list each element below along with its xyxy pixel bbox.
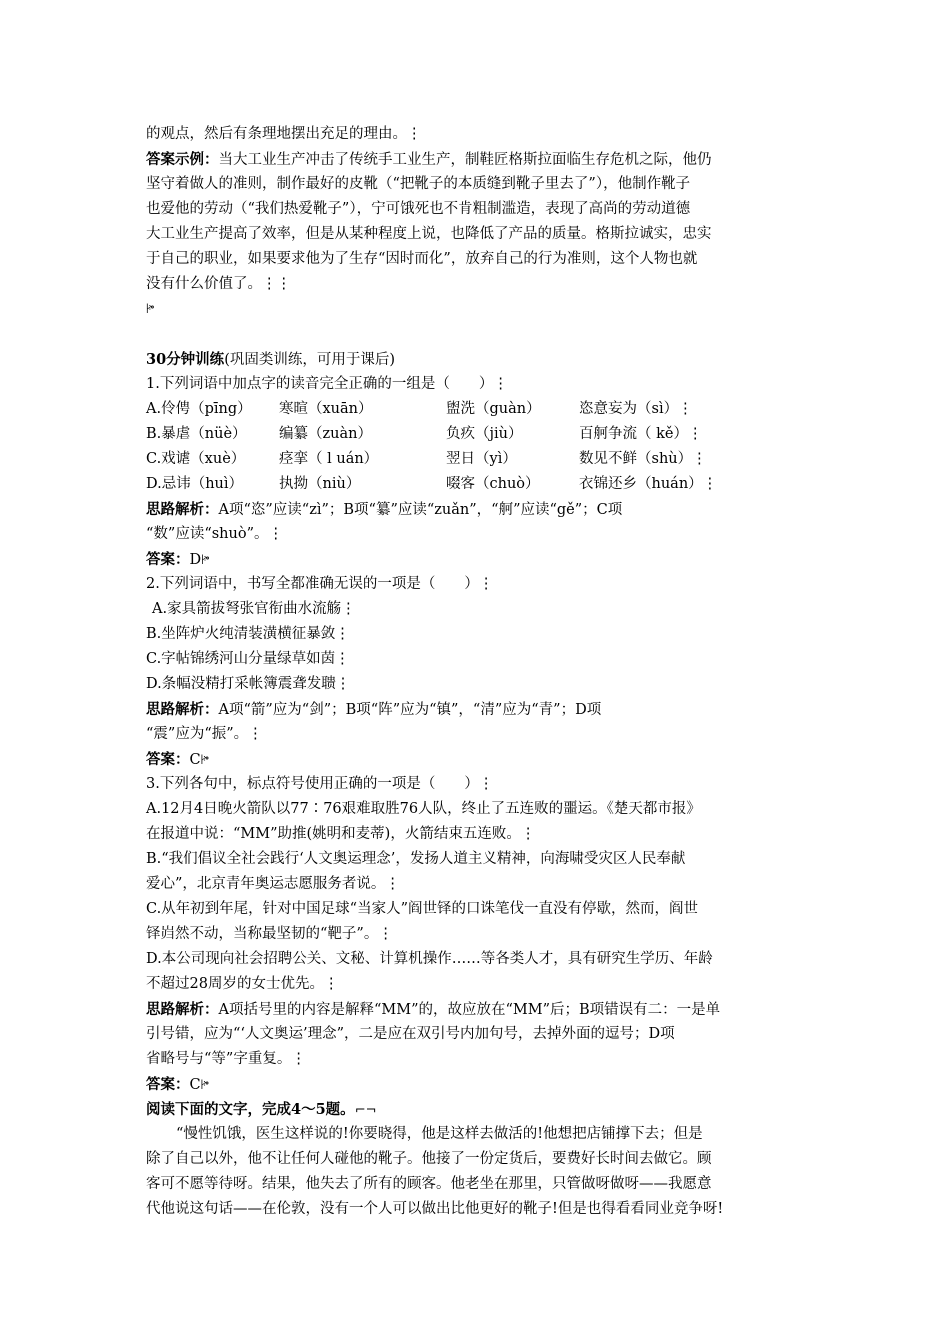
text-line: 省略号与“等”字重复。⋮	[146, 1051, 306, 1067]
analysis-label: 思路解析：	[146, 501, 219, 518]
answer-text: 当大工业生产冲击了传统手工业生产，制鞋匠格斯拉面临生存危机之际，他仍	[218, 152, 712, 168]
section-title-bold: 30分钟训练	[146, 351, 225, 368]
option-cell: 百舸争流（ kě）⋮	[579, 426, 703, 442]
question-2-option: C.字帖锦绣河山分量绿草如茵⋮	[146, 651, 350, 667]
option-cell: D.忌讳（huì）	[146, 476, 244, 492]
question-2-stem: 2.下列词语中，书写全都准确无误的一项是（ ）⋮	[146, 576, 494, 592]
text-line: 坚守着做人的准则，制作最好的皮靴（“把靴子的本质缝到靴子里去了”），他制作靴子	[146, 176, 691, 192]
question-2-option: B.坐阵炉火纯清装潢横征暴敛⋮	[146, 626, 350, 642]
option-cell: 数见不鲜（shù）⋮	[579, 451, 707, 467]
answer-label: 答案：	[146, 551, 190, 568]
text-line: 铎岿然不动，当称最坚韧的“靶子”。⋮	[146, 926, 393, 942]
option-cell: C.戏谑（xuè）	[146, 451, 246, 467]
question-3-option-d: D.本公司现向社会招聘公关、文秘、计算机操作……等各类人才，具有研究生学历、年龄	[146, 951, 713, 967]
reading-heading-text: 阅读下面的文字，完成4～5题。	[146, 1101, 355, 1118]
section-title	[146, 347, 812, 372]
question-1-stem: 1.下列词语中加点字的读音完全正确的一组是（ ）⋮	[146, 376, 508, 392]
analysis-label: 思路解析：	[146, 701, 219, 718]
text-line: 也爱他的劳动（“我们热爱靴子”），宁可饿死也不肯粗制滥造，表现了高尚的劳动道德	[146, 201, 691, 217]
answer-example-label: 答案示例：	[146, 151, 219, 168]
text-line: 代他说这句话——在伦敦，没有一个人可以做出比他更好的靴子!但是也得看看同业竞争呀!	[146, 1201, 724, 1217]
question-1-option-row	[146, 447, 812, 472]
answer-value: D	[189, 552, 202, 568]
option-cell: 寒暄（xuān）	[279, 401, 373, 417]
answer-value: C	[189, 1077, 201, 1093]
question-2-option: D.条幅没精打采帐簿震聋发聩⋮	[146, 676, 351, 692]
question-1-option-row	[146, 422, 812, 447]
analysis-text: A项“恣”应读“zì”；B项“纂”应读“zuǎn”，“舸”应读“gě”；C项	[218, 502, 623, 518]
option-cell: 翌日（yì）	[446, 451, 517, 467]
ornament-line	[146, 297, 812, 322]
answer-example-line	[146, 147, 812, 172]
option-cell: 衣锦还乡（huán）⋮	[579, 476, 718, 492]
text-line: 不超过28周岁的女士优先。⋮	[146, 976, 339, 992]
question-1-option-row	[146, 397, 812, 422]
question-2-answer	[146, 747, 812, 772]
question-1-analysis	[146, 497, 812, 522]
analysis-text: A项“箭”应为“剑”；B项“阵”应为“镇”，“清”应为“青”；D项	[218, 702, 602, 718]
analysis-text: A项括号里的内容是解释“MM”的，故应放在“MM”后；B项错误有二：一是单	[218, 1002, 721, 1018]
ornament-icon: ꔶ	[201, 552, 210, 568]
question-3-option-b: B.“我们倡议全社会践行‘人文奥运理念’，发扬人道主义精神，向海啸受灾区人民奉献	[146, 851, 686, 867]
question-1-answer	[146, 547, 812, 572]
option-cell: B.暴虐（nüè）	[146, 426, 247, 442]
bracket-mark-icon: ⌐¬	[354, 1102, 377, 1118]
ornament-icon: ꔶ	[200, 752, 210, 768]
text-line: 没有什么价值了。⋮⋮	[146, 276, 291, 292]
spacer	[146, 322, 812, 347]
answer-label: 答案：	[146, 1076, 190, 1093]
question-2-option: A.家具箭拔弩张官衔曲水流觞⋮	[152, 601, 356, 617]
question-3-option-a: A.12月4日晚火箭队以77∶76艰难取胜76人队，终止了五连败的噩运。《楚天都市报》	[146, 801, 701, 817]
ornament-icon: ꔶ	[200, 1077, 210, 1093]
text-line: 在报道中说：“MM”助推(姚明和麦蒂)，火箭结束五连败。⋮	[146, 826, 536, 842]
option-cell: 盥洗（guàn）	[446, 401, 541, 417]
answer-value: C	[189, 752, 201, 768]
text-line: 引号错，应为“‘人文奥运’理念”，二是应在双引号内加句号，去掉外面的逗号；D项	[146, 1026, 675, 1042]
text-line: 于自己的职业，如果要求他为了生存“因时而化”，放弃自己的行为准则，这个人物也就	[146, 251, 698, 267]
page-content	[146, 122, 812, 1222]
text-line: “数”应读“shuò”。⋮	[146, 526, 283, 542]
option-cell: 执拗（niù）	[279, 476, 361, 492]
option-cell: 编纂（zuàn）	[279, 426, 372, 442]
question-3-answer	[146, 1072, 812, 1097]
option-cell: A.伶俜（pīng）	[146, 401, 252, 417]
text-line: 客可不愿等待呀。结果，他失去了所有的顾客。他老坐在那里，只管做呀做呀——我愿意	[146, 1176, 712, 1192]
analysis-label: 思路解析：	[146, 1001, 219, 1018]
text-line: 大工业生产提高了效率，但是从某种程度上说，也降低了产品的质量。格斯拉诚实，忠实	[146, 226, 712, 242]
question-3-option-c: C.从年初到年尾，针对中国足球“当家人”阎世铎的口诛笔伐一直没有停歇，然而，阎世	[146, 901, 699, 917]
question-3-stem: 3.下列各句中，标点符号使用正确的一项是（ ）⋮	[146, 776, 494, 792]
option-cell: 恣意妄为（sì）⋮	[579, 401, 693, 417]
text-line: “震”应为“振”。⋮	[146, 726, 263, 742]
question-2-analysis	[146, 697, 812, 722]
option-cell: 负疚（jiù）	[446, 426, 523, 442]
section-title-note: (巩固类训练，可用于课后)	[224, 352, 396, 368]
reading-paragraph: “慢性饥饿，医生这样说的!你要晓得，他是这样去做活的!他想把店铺撑下去；但是	[176, 1126, 703, 1142]
ornament-icon: ꔶ	[146, 302, 155, 317]
text-line: 除了自己以外，他不让任何人碰他的靴子。他接了一份定货后，要费好长时间去做它。顾	[146, 1151, 712, 1167]
option-cell: 啜客（chuò）	[446, 476, 540, 492]
text-line: 的观点，然后有条理地摆出充足的理由。⋮	[146, 126, 422, 142]
question-1-option-row	[146, 472, 812, 497]
answer-label: 答案：	[146, 751, 190, 768]
question-3-analysis	[146, 997, 812, 1022]
option-cell: 痉挛（ l uán）	[279, 451, 379, 467]
text-line: 爱心”，北京青年奥运志愿服务者说。⋮	[146, 876, 400, 892]
reading-heading	[146, 1097, 812, 1122]
